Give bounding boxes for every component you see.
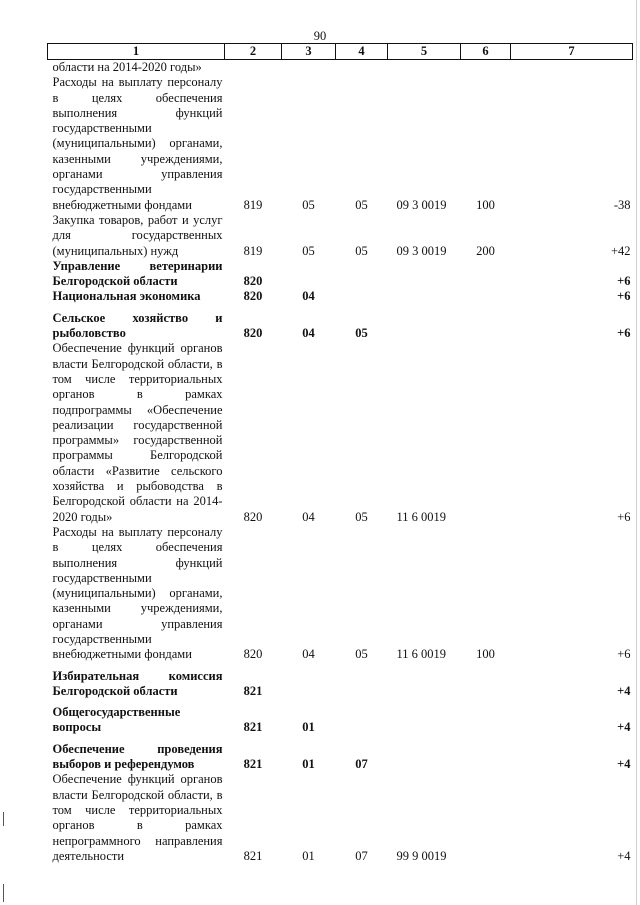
- row-subsection-code: 05: [355, 326, 368, 341]
- row-expense-type: [461, 699, 511, 736]
- row-amount: +4: [617, 757, 631, 772]
- row-description: Общегосударственные вопросы: [52, 705, 181, 735]
- column-header: 5: [388, 44, 461, 60]
- row-amount: +6: [617, 326, 631, 341]
- row-admin-code: 820: [243, 289, 263, 304]
- row-expense-type: [461, 289, 511, 304]
- row-subsection-code: 05: [355, 509, 368, 524]
- row-admin-code: 820: [243, 509, 263, 524]
- row-admin-code: 821: [243, 848, 263, 863]
- table-row: [48, 259, 633, 290]
- table-row: [48, 60, 633, 76]
- row-target-article: [388, 699, 461, 736]
- row-admin-code: 820: [243, 274, 263, 289]
- table-row: [48, 305, 633, 342]
- row-description: Избирательная комиссия Белгородской области: [52, 668, 223, 698]
- scan-mark: [3, 884, 4, 902]
- row-amount: +6: [617, 647, 631, 662]
- row-expense-type: [461, 663, 511, 700]
- table-row: [48, 289, 633, 304]
- row-section-code: 01: [302, 757, 315, 772]
- row-admin-code: 820: [243, 326, 263, 341]
- row-amount: +42: [610, 243, 631, 258]
- row-expense-type: 200: [476, 243, 495, 258]
- table-row: [48, 75, 633, 213]
- column-header: 3: [282, 44, 336, 60]
- row-description: Закупка товаров, работ и услуг для государственных (муниципальных) нужд: [52, 212, 223, 258]
- row-description: области на 2014-2020 годы»: [52, 60, 202, 74]
- column-header: 6: [461, 44, 511, 60]
- row-target-article: 11 6 0019: [396, 647, 447, 662]
- scan-mark: [3, 812, 4, 826]
- row-target-article: 09 3 0019: [396, 197, 447, 212]
- column-header: 4: [336, 44, 388, 60]
- row-subsection-code: 05: [355, 197, 368, 212]
- row-target-article: 11 6 0019: [396, 509, 447, 524]
- row-amount: +6: [617, 274, 631, 289]
- row-amount: +4: [617, 848, 631, 863]
- row-description: Управление ветеринарии Белгородской области: [52, 258, 223, 289]
- row-target-article: [388, 60, 461, 76]
- table-header-row: [48, 44, 633, 60]
- row-amount: +6: [617, 509, 631, 524]
- row-amount: -38: [613, 197, 631, 212]
- row-amount: +6: [617, 289, 631, 304]
- row-section-code: 01: [302, 848, 315, 863]
- row-section-code: 04: [302, 509, 315, 524]
- row-section-code: 04: [302, 326, 315, 341]
- row-description: Расходы на выплату персоналу в целях обеспечения выполнения функций государственными (муниципальными) органами, казенными учреждениями, органами управления государственными внебюджетными фондами: [52, 524, 223, 662]
- page-number: 90: [313, 29, 327, 43]
- row-admin-code: 819: [243, 243, 263, 258]
- row-target-article: [388, 663, 461, 700]
- table-row: [48, 736, 633, 773]
- row-admin-code: [225, 60, 282, 76]
- row-admin-code: 821: [243, 757, 263, 772]
- row-subsection-code: 05: [355, 243, 368, 258]
- row-amount: +4: [617, 720, 631, 735]
- row-section-code: 04: [302, 647, 315, 662]
- row-target-article: [388, 289, 461, 304]
- row-description: Расходы на выплату персоналу в целях обеспечения выполнения функций государственными (муниципальными) органами, казенными учреждениями, органами управления государственными внебюджетными фондами: [52, 75, 223, 212]
- row-admin-code: 820: [243, 647, 263, 662]
- page-edge-line: [636, 0, 637, 905]
- row-description: Сельское хозяйство и рыболовство: [52, 310, 223, 341]
- row-subsection-code: [336, 699, 388, 736]
- row-section-code: 04: [302, 289, 315, 304]
- row-subsection-code: 07: [355, 757, 368, 772]
- table-row: [48, 772, 633, 864]
- row-section-code: [282, 259, 336, 290]
- row-target-article: 99 9 0019: [396, 848, 447, 863]
- table-row: [48, 213, 633, 259]
- row-section-code: [282, 663, 336, 700]
- row-subsection-code: [336, 663, 388, 700]
- row-expense-type: [461, 259, 511, 290]
- row-expense-type: [461, 736, 511, 773]
- table-row: [48, 663, 633, 700]
- budget-table: [47, 43, 632, 864]
- table-body: [48, 60, 633, 865]
- table-row: [48, 341, 633, 525]
- row-amount: [511, 60, 633, 76]
- row-section-code: 05: [302, 243, 315, 258]
- row-subsection-code: [336, 289, 388, 304]
- row-expense-type: 100: [476, 647, 495, 662]
- row-subsection-code: 07: [355, 848, 368, 863]
- row-target-article: [388, 736, 461, 773]
- row-amount: +4: [617, 683, 631, 698]
- column-header: 7: [511, 44, 633, 60]
- row-section-code: [282, 60, 336, 76]
- row-expense-type: [461, 60, 511, 76]
- row-section-code: 01: [302, 720, 315, 735]
- row-section-code: 05: [302, 197, 315, 212]
- row-admin-code: 819: [243, 197, 263, 212]
- row-description: Обеспечение функций органов власти Белгородской области, в том числе территориальных органов в рамках непрограммного направления деятельности: [52, 772, 223, 863]
- table-row: [48, 525, 633, 663]
- table-row: [48, 699, 633, 736]
- row-description: Обеспечение функций органов власти Белгородской области, в том числе территориальных органов в рамках подпрограммы «Обеспечение реализации государственной программы» государственной программы Белгородской области «Развитие сельского хозяйства и рыбоводства в Белгородской области на 2014-2020 годы»: [52, 341, 223, 524]
- row-subsection-code: 05: [355, 647, 368, 662]
- row-subsection-code: [336, 259, 388, 290]
- column-header: 1: [48, 44, 225, 60]
- row-target-article: [388, 259, 461, 290]
- column-header: 2: [225, 44, 282, 60]
- row-admin-code: 821: [243, 720, 263, 735]
- row-expense-type: 100: [476, 197, 495, 212]
- row-target-article: 09 3 0019: [396, 243, 447, 258]
- row-expense-type: [461, 772, 511, 864]
- row-description: Национальная экономика: [52, 289, 201, 304]
- row-description: Обеспечение проведения выборов и референдумов: [52, 741, 223, 772]
- row-expense-type: [461, 305, 511, 342]
- row-target-article: [388, 305, 461, 342]
- row-admin-code: 821: [243, 683, 263, 698]
- row-subsection-code: [336, 60, 388, 76]
- row-expense-type: [461, 341, 511, 525]
